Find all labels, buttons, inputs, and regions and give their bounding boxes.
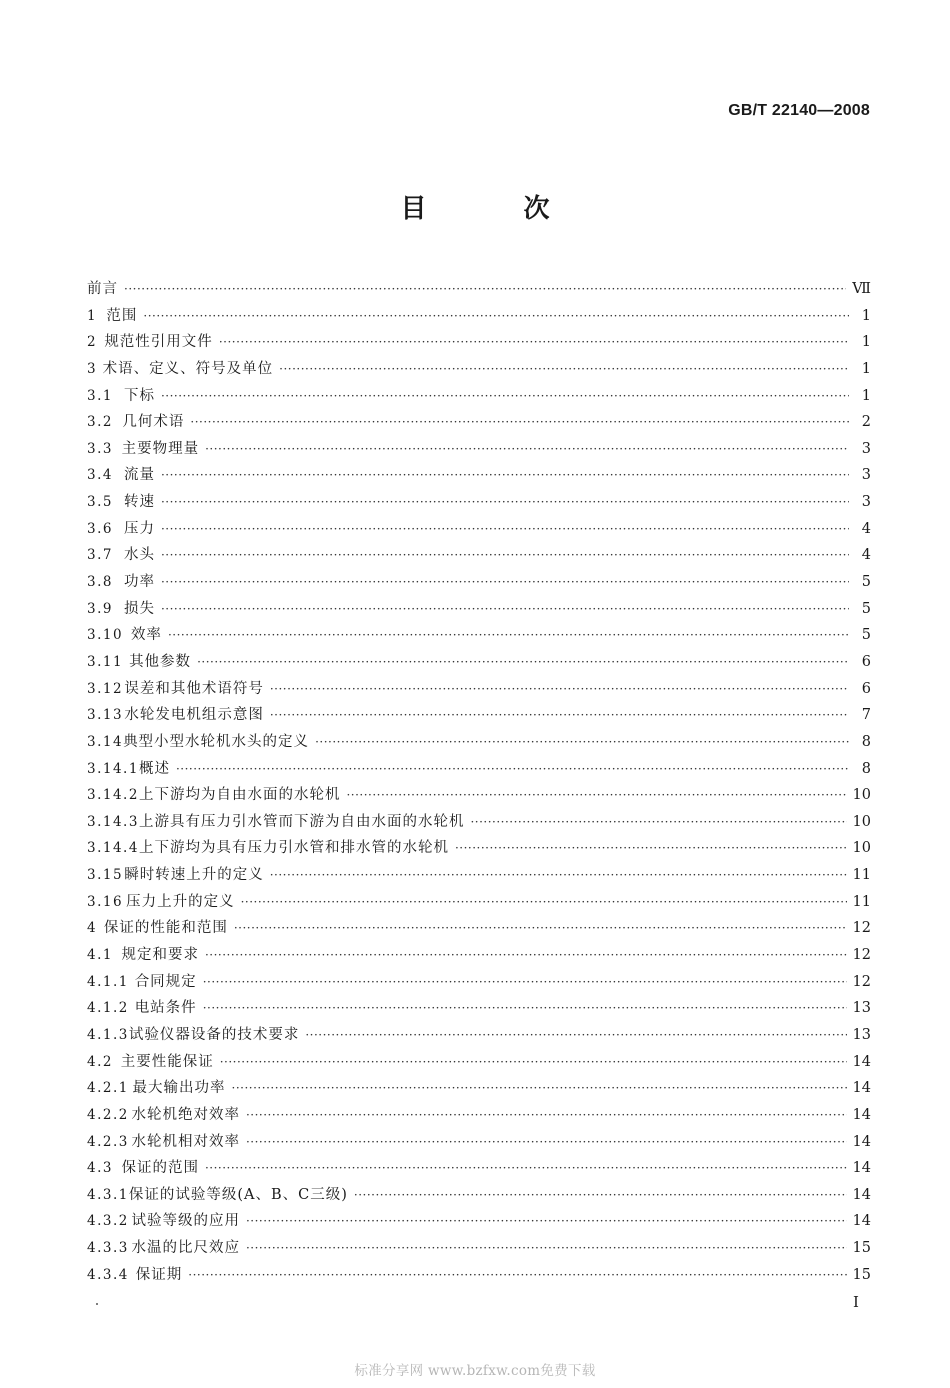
toc-entry[interactable] [87, 702, 871, 729]
toc-entry-title: 误差和其他术语符号 [124, 680, 264, 697]
dot-leader [470, 809, 846, 836]
toc-entry-page: 3 [861, 440, 871, 457]
dot-leader [219, 329, 849, 356]
toc-entry[interactable] [87, 516, 871, 543]
toc-entry-page: 14 [852, 1133, 871, 1150]
dot-leader [220, 1049, 847, 1076]
toc-entry-title: 下标 [123, 387, 155, 404]
toc-entry-title: 水头 [123, 547, 155, 564]
dot-leader [205, 1155, 847, 1182]
dot-leader [168, 622, 849, 649]
toc-entry-number: 3.7 [87, 547, 113, 564]
toc-entry-title: 瞬时转速上升的定义 [124, 867, 264, 884]
toc-entry-number: 3.15 [87, 867, 124, 884]
toc-entry-title: 电站条件 [134, 1000, 197, 1017]
toc-entry-title: 主要性能保证 [120, 1053, 214, 1070]
dot-leader [315, 729, 849, 756]
dot-leader [205, 436, 849, 463]
toc-entry-title: 转速 [123, 494, 155, 511]
toc-entry[interactable] [87, 303, 871, 330]
toc-entry-number: 3.14.3 [87, 813, 139, 830]
toc-entry-number: 4.1.2 [87, 1000, 129, 1017]
toc-entry-page: 8 [861, 760, 871, 777]
dot-leader [161, 383, 849, 410]
toc-entry-title: 水轮机相对效率 [131, 1133, 240, 1150]
dot-leader [270, 702, 849, 729]
toc-entry-page: 1 [861, 360, 871, 377]
toc-entry-page: 11 [852, 893, 871, 910]
toc-entry-page: 7 [861, 707, 871, 724]
table-of-contents [87, 276, 871, 1288]
toc-entry-number: 3.14.4 [87, 840, 139, 857]
toc-entry[interactable] [87, 862, 871, 889]
toc-entry[interactable] [87, 915, 871, 942]
toc-entry-page: 4 [861, 520, 871, 537]
dot-leader [305, 1022, 846, 1049]
toc-title: 目 次 [400, 194, 594, 224]
toc-entry[interactable] [87, 1129, 871, 1156]
toc-entry-number: 3.14.1 [87, 760, 139, 777]
toc-entry[interactable] [87, 1208, 871, 1235]
toc-entry-title: 概述 [138, 760, 170, 777]
toc-entry-title: 术语、定义、符号及单位 [102, 360, 274, 377]
toc-entry[interactable] [87, 1102, 871, 1129]
toc-entry-page: 8 [861, 733, 871, 750]
dot-leader [161, 596, 849, 623]
toc-entry-page: 14 [852, 1053, 871, 1070]
toc-entry-title: 最大输出功率 [132, 1080, 226, 1097]
toc-entry-title: 功率 [123, 574, 155, 591]
toc-entry[interactable] [87, 383, 871, 410]
toc-entry-title: 上下游均为具有压力引水管和排水管的水轮机 [138, 840, 449, 857]
toc-entry-page: 12 [852, 920, 871, 937]
toc-entry-title: 压力上升的定义 [126, 893, 235, 910]
toc-entry[interactable] [87, 889, 871, 916]
toc-entry-title: 上游具有压力引水管而下游为自由水面的水轮机 [138, 813, 465, 830]
toc-entry-page: 13 [852, 1026, 871, 1043]
toc-entry[interactable] [87, 1022, 871, 1049]
dot-leader [234, 915, 847, 942]
dot-leader [346, 782, 846, 809]
toc-entry-page: 14 [852, 1106, 871, 1123]
toc-entry-title: 水轮发电机组示意图 [124, 707, 264, 724]
toc-entry-number: 4.1.3 [87, 1026, 129, 1043]
dot-leader [161, 462, 849, 489]
toc-entry[interactable] [87, 835, 871, 862]
toc-entry-page: 14 [852, 1160, 871, 1177]
dot-leader [161, 516, 849, 543]
dot-leader [246, 1208, 847, 1235]
toc-entry-page: 1 [861, 307, 871, 324]
toc-entry-page: Ⅶ [852, 281, 871, 297]
toc-entry-title: 保证的试验等级(A、B、C三级) [128, 1186, 348, 1203]
toc-entry-title: 压力 [123, 520, 155, 537]
dot-leader [455, 835, 847, 862]
dot-leader [270, 676, 849, 703]
dot-leader [205, 942, 847, 969]
toc-entry[interactable] [87, 596, 871, 623]
toc-entry-title: 流量 [123, 467, 155, 484]
toc-entry-number: 3.2 [87, 414, 113, 431]
toc-entry-number: 4.3 [87, 1160, 113, 1177]
toc-entry-title: 范围 [106, 307, 138, 324]
toc-entry-page: 1 [861, 334, 871, 351]
toc-entry[interactable] [87, 436, 871, 463]
toc-entry[interactable] [87, 569, 871, 596]
dot-leader [246, 1235, 847, 1262]
dot-leader [176, 756, 849, 783]
toc-entry-number: 3.16 [87, 893, 124, 910]
toc-entry-page: 13 [852, 1000, 871, 1017]
toc-entry-number: 3.1 [87, 387, 113, 404]
dot-leader [197, 649, 849, 676]
scan-speck [96, 1303, 98, 1305]
dot-leader [232, 1075, 847, 1102]
toc-entry[interactable] [87, 676, 871, 703]
toc-entry-title: 其他参数 [129, 653, 192, 670]
toc-entry-page: 6 [861, 653, 871, 670]
toc-entry[interactable] [87, 356, 871, 383]
toc-entry[interactable] [87, 809, 871, 836]
toc-entry-number: 3.12 [87, 680, 124, 697]
toc-entry[interactable] [87, 1049, 871, 1076]
toc-entry[interactable] [87, 329, 871, 356]
toc-entry-page: 10 [852, 813, 871, 830]
toc-entry-number: 4.2.1 [87, 1080, 129, 1097]
dot-leader [246, 1129, 847, 1156]
dot-leader [279, 356, 849, 383]
toc-entry-number: 4.2.2 [87, 1106, 129, 1123]
toc-entry[interactable] [87, 782, 871, 809]
toc-entry-number: 4 [87, 920, 98, 937]
toc-entry[interactable] [87, 622, 871, 649]
toc-entry-title: 试验仪器设备的技术要求 [128, 1026, 300, 1043]
dot-leader [161, 542, 849, 569]
toc-entry-page: 11 [852, 867, 871, 884]
toc-entry-title: 上下游均为自由水面的水轮机 [138, 787, 341, 804]
dot-leader [124, 276, 846, 303]
toc-entry-number: 3.5 [87, 494, 113, 511]
toc-entry[interactable] [87, 756, 871, 783]
toc-entry-page: 12 [852, 973, 871, 990]
dot-leader [188, 1262, 846, 1289]
toc-entry-page: 5 [861, 600, 871, 617]
toc-entry-page: 12 [852, 947, 871, 964]
toc-entry-page: 14 [852, 1186, 871, 1203]
toc-entry-title: 合同规定 [134, 973, 197, 990]
toc-entry-number: 3.6 [87, 520, 113, 537]
toc-entry-number: 3.14 [87, 733, 124, 750]
toc-entry-page: 5 [861, 627, 871, 644]
dot-leader [203, 969, 847, 996]
toc-entry[interactable] [87, 1262, 871, 1289]
toc-entry-number: 3.4 [87, 467, 113, 484]
dot-leader [354, 1182, 847, 1209]
toc-entry-number: 4.3.4 [87, 1266, 129, 1283]
toc-entry[interactable] [87, 462, 871, 489]
toc-entry-page: 10 [852, 787, 871, 804]
toc-entry-page: 14 [852, 1213, 871, 1230]
watermark: 标准分享网 www.bzfxw.com免费下载 [354, 1363, 596, 1379]
toc-entry-title: 保证期 [135, 1266, 183, 1283]
dot-leader [203, 995, 847, 1022]
toc-entry-number: 3.13 [87, 707, 124, 724]
toc-entry-title: 主要物理量 [121, 440, 200, 457]
toc-entry-title: 效率 [130, 627, 162, 644]
toc-entry-page: 15 [852, 1240, 871, 1257]
toc-entry-number: 3.9 [87, 600, 113, 617]
toc-entry-page: 14 [852, 1080, 871, 1097]
toc-entry-number: 4.3.1 [87, 1186, 129, 1203]
dot-leader [241, 889, 847, 916]
toc-entry-page: 10 [852, 840, 871, 857]
toc-entry-number: 4.3.2 [87, 1213, 129, 1230]
toc-entry[interactable] [87, 409, 871, 436]
toc-entry[interactable] [87, 942, 871, 969]
toc-entry-title: 保证的范围 [121, 1160, 199, 1177]
dot-leader [246, 1102, 847, 1129]
toc-entry[interactable] [87, 729, 871, 756]
toc-entry[interactable] [87, 276, 871, 303]
dot-leader [143, 303, 849, 330]
toc-entry-number: 4.2 [87, 1053, 113, 1070]
toc-entry-number: 4.3.3 [87, 1240, 129, 1257]
toc-entry-title: 前言 [87, 281, 118, 297]
toc-entry-title: 规定和要求 [121, 947, 199, 964]
toc-entry-page: 3 [861, 494, 871, 511]
toc-entry[interactable] [87, 1155, 871, 1182]
toc-entry-number: 4.2.3 [87, 1133, 129, 1150]
toc-entry-number: 2 [87, 334, 98, 351]
toc-entry-number: 3.8 [87, 574, 113, 591]
page-number: I [853, 1293, 859, 1311]
toc-entry-page: 1 [861, 387, 871, 404]
toc-entry-number: 3.3 [87, 440, 113, 457]
toc-entry-number: 4.1 [87, 947, 113, 964]
toc-entry[interactable] [87, 489, 871, 516]
toc-entry-title: 损失 [123, 600, 155, 617]
dot-leader [270, 862, 847, 889]
toc-entry-page: 6 [861, 680, 871, 697]
dot-leader [161, 489, 849, 516]
toc-entry-page: 15 [852, 1266, 871, 1283]
toc-entry-title: 几何术语 [122, 414, 185, 431]
dot-leader [161, 569, 849, 596]
toc-entry[interactable] [87, 995, 871, 1022]
toc-entry-title: 典型小型水轮机水头的定义 [123, 733, 310, 750]
toc-entry-title: 保证的性能和范围 [103, 920, 228, 937]
toc-entry-number: 3 [87, 360, 98, 377]
toc-entry-page: 3 [861, 467, 871, 484]
toc-entry[interactable] [87, 542, 871, 569]
toc-entry-number: 1 [87, 307, 98, 324]
toc-entry-number: 3.14.2 [87, 787, 139, 804]
toc-entry-page: 5 [861, 574, 871, 591]
toc-entry-title: 规范性引用文件 [104, 334, 213, 351]
toc-entry[interactable] [87, 1182, 871, 1209]
toc-entry-number: 4.1.1 [87, 973, 129, 990]
toc-entry-number: 3.11 [87, 653, 124, 670]
toc-entry-page: 2 [861, 414, 871, 431]
toc-entry-title: 水温的比尺效应 [131, 1240, 240, 1257]
dot-leader [190, 409, 849, 436]
toc-entry-title: 水轮机绝对效率 [131, 1106, 240, 1123]
toc-entry[interactable] [87, 649, 871, 676]
toc-entry[interactable] [87, 1075, 871, 1102]
toc-entry[interactable] [87, 1235, 871, 1262]
toc-entry-page: 4 [861, 547, 871, 564]
toc-entry-number: 3.10 [87, 627, 124, 644]
standard-number: GB/T 22140—2008 [728, 102, 870, 119]
toc-entry[interactable] [87, 969, 871, 996]
toc-entry-title: 试验等级的应用 [131, 1213, 240, 1230]
